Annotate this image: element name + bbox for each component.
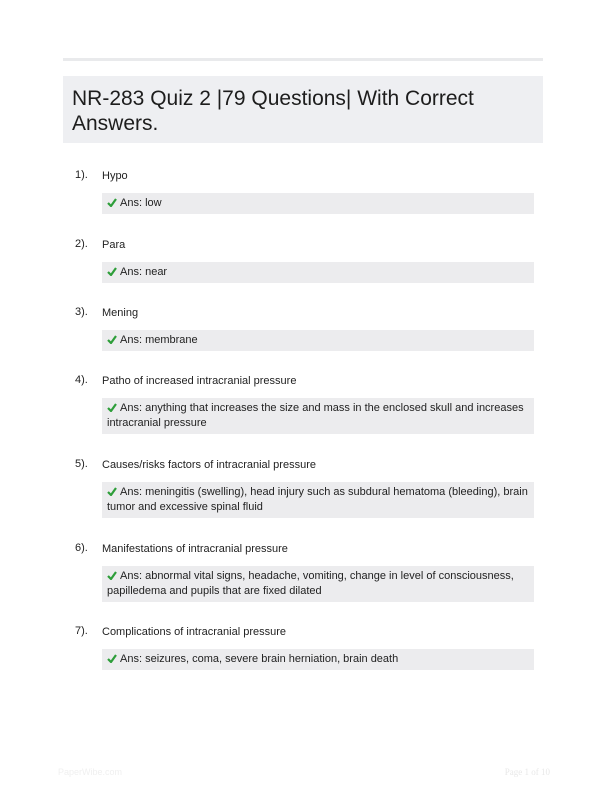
checkmark-icon [107, 403, 117, 412]
question-number: 3). [75, 306, 88, 318]
answer-box [102, 482, 534, 518]
question-number: 7). [75, 625, 88, 637]
answer-box [102, 566, 534, 602]
checkmark-icon [107, 267, 117, 276]
answer-prefix: Ans: [120, 197, 143, 209]
answer-text: abnormal vital signs, headache, vomiting, change in level of consciousness, papilledema and pupils that are fixed dilated [107, 570, 514, 597]
question-text: Mening [102, 307, 139, 319]
question-text: Patho of increased intracranial pressure [102, 375, 297, 387]
checkmark-icon [107, 335, 117, 344]
answer-text: anything that increases the size and mass in the enclosed skull and increases intracranial pressure [107, 402, 524, 429]
question-text: Causes/risks factors of intracranial pressure [102, 459, 316, 471]
answer-text: meningitis (swelling), head injury such as subdural hematoma (bleeding), brain tumor and excessive spinal fluid [107, 486, 528, 513]
checkmark-icon [107, 654, 117, 663]
answer-text: near [145, 266, 168, 278]
question-number: 2). [75, 238, 88, 250]
question-number: 1). [75, 169, 88, 181]
footer-page-number: Page 1 of 10 [504, 767, 550, 777]
title-banner [63, 76, 543, 143]
answer-box [102, 262, 534, 283]
answer-text: membrane [145, 334, 198, 346]
answer-prefix: Ans: [120, 570, 143, 582]
page-title: NR-283 Quiz 2 |79 Questions| With Correct Answers. [72, 87, 474, 135]
question-text: Complications of intracranial pressure [102, 626, 287, 638]
top-divider [63, 58, 543, 61]
question-number: 4). [75, 374, 88, 386]
question-number: 5). [75, 458, 88, 470]
footer-site: PaperWibe.com [58, 767, 123, 777]
answer-prefix: Ans: [120, 266, 143, 278]
question-text: Para [102, 239, 126, 251]
answer-text: seizures, coma, severe brain herniation, brain death [145, 653, 399, 665]
answer-prefix: Ans: [120, 402, 143, 414]
question-text: Manifestations of intracranial pressure [102, 543, 288, 555]
question-text: Hypo [102, 170, 128, 182]
checkmark-icon [107, 487, 117, 496]
answer-prefix: Ans: [120, 653, 143, 665]
answer-prefix: Ans: [120, 486, 143, 498]
answer-box [102, 649, 534, 670]
checkmark-icon [107, 198, 117, 207]
checkmark-icon [107, 571, 117, 580]
answer-box [102, 193, 534, 214]
answer-box [102, 398, 534, 434]
question-number: 6). [75, 542, 88, 554]
answer-box [102, 330, 534, 351]
answer-text: low [145, 197, 162, 209]
answer-prefix: Ans: [120, 334, 143, 346]
